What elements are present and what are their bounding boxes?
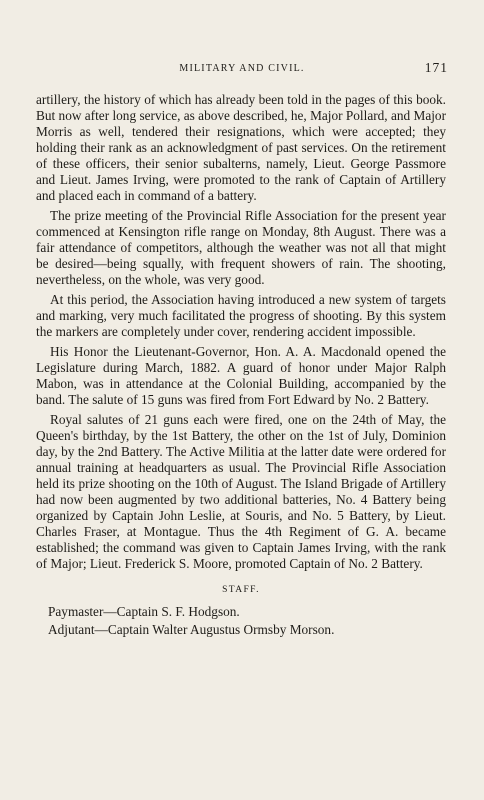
paragraph: The prize meeting of the Provincial Rifle Association for the present year commenced at Kensington rifle range on Monday, 8th August. There was a fair attendance of competitors, although the weather was not all that might be desired—being squally, with frequent showers of rain. The shooting, nevertheless, on the whole, was very good. [36,208,446,287]
paragraph: His Honor the Lieutenant-Governor, Hon. A. A. Macdonald opened the Legislature during March, 1882. A guard of honor under Major Ralph Mabon, was in attendance at the Colonial Building, accompanied by the band. The salute of 15 guns was fired from Fort Edward by No. 2 Battery. [36,344,446,407]
body-text [36,92,446,640]
staff-heading: STAFF. [222,585,260,595]
staff-adjutant: Adjutant—Captain Walter Augustus Ormsby Morson. [48,622,335,637]
page-header [36,60,448,78]
paragraph: artillery, the history of which has already been told in the pages of this book. But now after long service, as above described, he, Major Pollard, and Major Morris as well, tendered their resignations, which were accepted; they holding their rank as an acknowledgment of past services. On the retirement of these officers, their senior subalterns, namely, Lieut. George Passmore and Lieut. James Irving, were promoted to the rank of Captain of Artillery and placed each in command of a battery. [36,92,446,203]
page-number: 171 [424,60,448,75]
staff-paymaster: Paymaster—Captain S. F. Hodgson. [48,604,240,619]
paragraph: Royal salutes of 21 guns each were fired, one on the 24th of May, the Queen's birthday, by the 1st Battery, the other on the 1st of July, Dominion day, by the 2nd Battery. The Active Militia at the latter date were ordered for annual training at headquarters as usual. The Provincial Rifle Association held its prize shooting on the 10th of August. The Island Brigade of Artillery had now been augmented by two additional batteries, No. 4 Battery being organized by Captain John Leslie, at Souris, and No. 5 Battery, by Lieut. Charles Fraser, at Montague. Thus the 4th Regiment of G. A. became established; the command was given to Captain James Irving, with the rank of Major; Lieut. Frederick S. Moore, promoted Captain of No. 2 Battery. [36,412,446,571]
running-head: MILITARY AND CIVIL. [179,63,305,74]
paragraph: At this period, the Association having introduced a new system of targets and marking, very much facilitated the progress of shooting. By this system the markers are completely under cover, rendering accident impossible. [36,292,446,339]
